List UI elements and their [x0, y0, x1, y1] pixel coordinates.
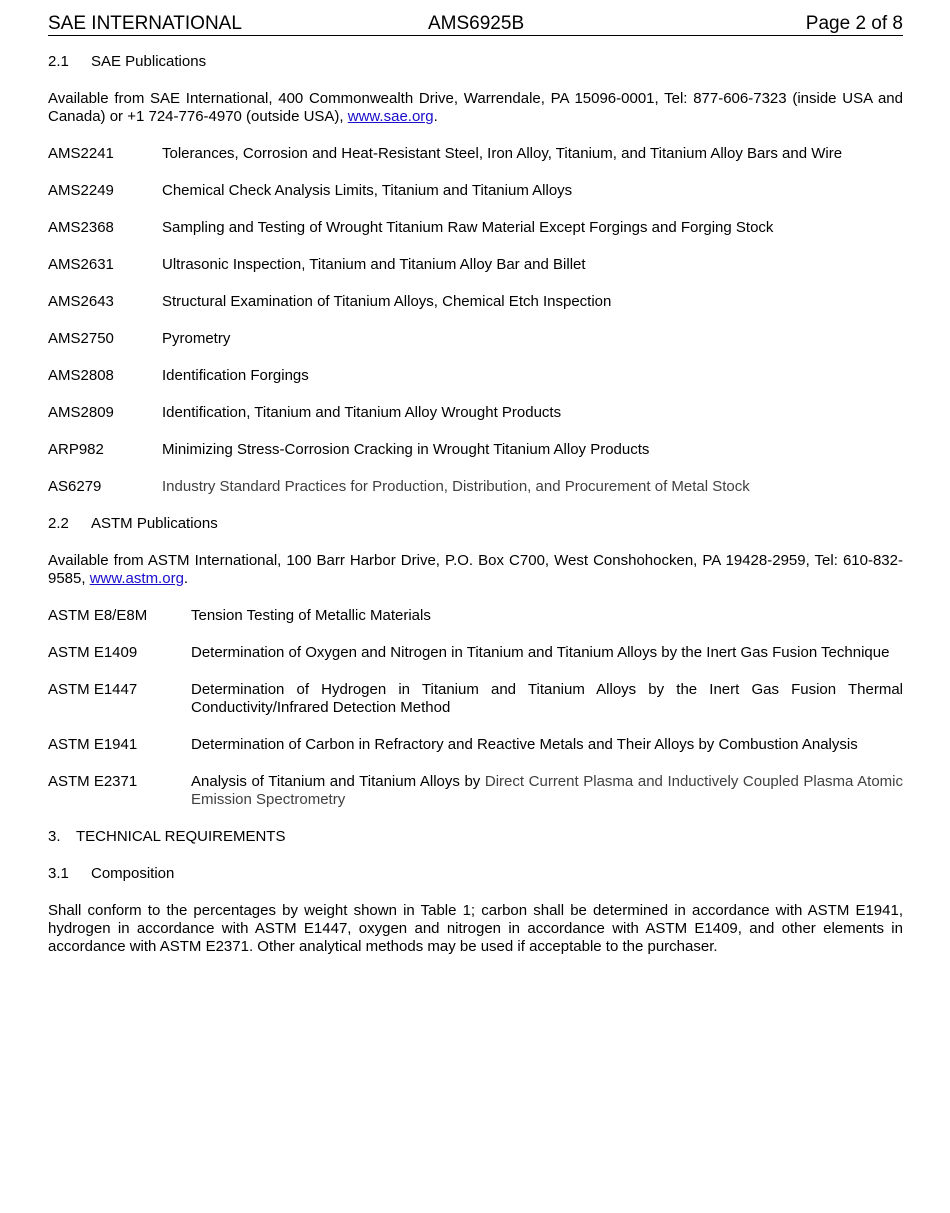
section-number: 3.	[48, 828, 61, 845]
astm-website-link[interactable]: www.astm.org	[89, 570, 184, 587]
reference-title: Determination of Carbon in Refractory and Reactive Metals and Their Alloys by Combustion Analysis	[191, 736, 858, 753]
reference-entry	[48, 330, 903, 348]
reference-entry	[48, 644, 903, 662]
reference-title: Tolerances, Corrosion and Heat-Resistant Steel, Iron Alloy, Titanium, and Titanium Alloy Bars and Wire	[162, 145, 843, 162]
reference-code: AMS2631	[48, 256, 114, 273]
reference-entry	[48, 736, 903, 754]
punctuation: .	[433, 108, 438, 125]
reference-title: Sampling and Testing of Wrought Titanium Raw Material Except Forgings and Forging Stock	[162, 219, 774, 236]
reference-entry	[48, 681, 903, 717]
header-page-number: Page 2 of 8	[805, 13, 903, 34]
reference-title: Structural Examination of Titanium Alloys, Chemical Etch Inspection	[162, 293, 612, 310]
header-organization: SAE INTERNATIONAL	[48, 13, 242, 34]
section-3-heading	[48, 828, 903, 846]
reference-title: Pyrometry	[162, 330, 231, 347]
section-title: TECHNICAL REQUIREMENTS	[76, 828, 286, 845]
section-title: SAE Publications	[91, 53, 207, 70]
punctuation: .	[183, 570, 189, 587]
reference-entry	[48, 773, 903, 809]
reference-title: Determination of Oxygen and Nitrogen in Titanium and Titanium Alloys by the Inert Gas Fusion Technique	[191, 644, 890, 661]
composition-paragraph: Shall conform to the percentages by weight shown in Table 1; carbon shall be determined in accordance with ASTM E1941, hydrogen in accordance with ASTM E1447, oxygen and nitrogen in accordance with ASTM E1409, and other elements in accordance with ASTM E2371. Other analytical methods may be used if acceptable to the purchaser.	[48, 902, 903, 955]
reference-code: AMS2241	[48, 145, 114, 162]
reference-title: Chemical Check Analysis Limits, Titanium and Titanium Alloys	[162, 182, 573, 199]
sae-website-link[interactable]: www.sae.org	[347, 108, 434, 125]
reference-code: AMS2249	[48, 182, 114, 199]
reference-title: Determination of Hydrogen in Titanium and Titanium Alloys by the Inert Gas Fusion Thermal Conductivity/Infrared Detection Method	[191, 681, 903, 716]
title-part: Analysis of Titanium and Titanium Alloys by	[191, 773, 485, 790]
section-title: ASTM Publications	[91, 515, 218, 532]
reference-entry	[48, 145, 903, 163]
reference-code: AMS2643	[48, 293, 114, 310]
reference-entry	[48, 404, 903, 422]
reference-title	[191, 773, 903, 809]
availability-text: Available from SAE International, 400 Commonwealth Drive, Warrendale, PA 15096-0001, Tel: 877-606-7323 (inside USA and Canada) or +1 724-776-4970 (outside USA),	[48, 90, 903, 125]
sae-availability-paragraph	[48, 90, 903, 126]
reference-entry	[48, 478, 903, 496]
reference-entry	[48, 441, 903, 459]
reference-code: AMS2809	[48, 404, 114, 421]
reference-code: ARP982	[48, 441, 104, 458]
astm-availability-paragraph	[48, 552, 903, 588]
section-2-2-heading	[48, 515, 903, 533]
availability-text: Available from ASTM International, 100 Barr Harbor Drive, P.O. Box C700, West Conshohocken, PA 19428-2959, Tel: 610-832-9585,	[48, 552, 903, 587]
header-document-number: AMS6925B	[428, 13, 525, 34]
section-number: 3.1	[48, 865, 69, 882]
reference-code: ASTM E2371	[48, 773, 138, 790]
reference-title: Minimizing Stress-Corrosion Cracking in Wrought Titanium Alloy Products	[162, 441, 650, 458]
reference-title: Tension Testing of Metallic Materials	[191, 607, 431, 624]
reference-entry	[48, 256, 903, 274]
reference-title: Identification Forgings	[162, 367, 309, 384]
section-2-1-heading	[48, 53, 903, 71]
reference-code: ASTM E8/E8M	[48, 607, 148, 624]
reference-title: Industry Standard Practices for Production, Distribution, and Procurement of Metal Stock	[162, 478, 750, 495]
page-header	[48, 13, 903, 36]
reference-entry	[48, 219, 903, 237]
reference-entry	[48, 293, 903, 311]
section-3-1-heading	[48, 865, 903, 883]
reference-code: ASTM E1941	[48, 736, 138, 753]
section-number: 2.2	[48, 515, 69, 532]
reference-code: AS6279	[48, 478, 102, 495]
title-part: Direct Current Plasma and Inductively Coupled Plasma Atomic Emission Spectrometry	[191, 773, 903, 808]
document-body	[48, 53, 903, 975]
reference-entry	[48, 607, 903, 625]
reference-title: Identification, Titanium and Titanium Alloy Wrought Products	[162, 404, 562, 421]
reference-title: Ultrasonic Inspection, Titanium and Titanium Alloy Bar and Billet	[162, 256, 586, 273]
reference-entry	[48, 367, 903, 385]
reference-code: ASTM E1447	[48, 681, 138, 698]
section-number: 2.1	[48, 53, 69, 70]
reference-entry	[48, 182, 903, 200]
reference-code: ASTM E1409	[48, 644, 138, 661]
reference-code: AMS2750	[48, 330, 114, 347]
section-title: Composition	[91, 865, 175, 882]
reference-code: AMS2808	[48, 367, 114, 384]
reference-code: AMS2368	[48, 219, 114, 236]
